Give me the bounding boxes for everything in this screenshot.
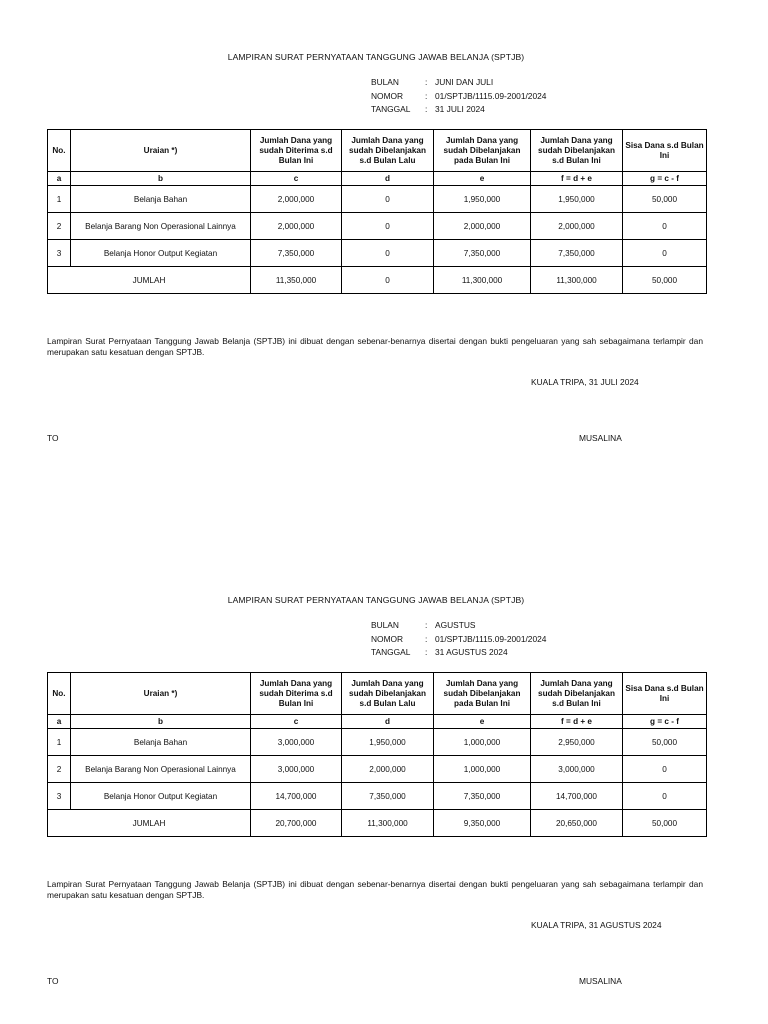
- total-value-g: 50,000: [623, 267, 707, 294]
- header-sisa: Sisa Dana s.d Bulan Ini: [623, 673, 707, 715]
- total-label: JUMLAH: [48, 267, 251, 294]
- meta-colon: :: [425, 620, 428, 630]
- row-value-d: 0: [342, 186, 434, 213]
- row-value-g: 50,000: [623, 186, 707, 213]
- row-value-c: 3,000,000: [251, 729, 342, 756]
- letter-cell: d: [342, 715, 434, 729]
- header-belanja-sd-ini: Jumlah Dana yang sudah Dibelanjakan s.d Bulan Ini: [531, 673, 623, 715]
- row-value-d: 7,350,000: [342, 783, 434, 810]
- total-value-e: 11,300,000: [434, 267, 531, 294]
- row-value-f: 2,950,000: [531, 729, 623, 756]
- total-row: [48, 267, 707, 294]
- statement-note: Lampiran Surat Pernyataan Tanggung Jawab Belanja (SPTJB) ini dibuat dengan sebenar-benarnya disertai dengan bukti pengeluaran yang sah sebagaimana terlampir dan merupakan satu kesatuan dengan SPTJB.: [47, 879, 703, 900]
- place-date: KUALA TRIPA, 31 JULI 2024: [531, 377, 639, 387]
- row-value-c: 2,000,000: [251, 186, 342, 213]
- row-value-g: 50,000: [623, 729, 707, 756]
- meta-label: TANGGAL: [371, 647, 411, 658]
- row-value-c: 3,000,000: [251, 756, 342, 783]
- table-row: [48, 783, 707, 810]
- row-value-e: 2,000,000: [434, 213, 531, 240]
- total-value-c: 20,700,000: [251, 810, 342, 837]
- row-no: 1: [48, 729, 71, 756]
- total-value-d: 0: [342, 267, 434, 294]
- meta-label: NOMOR: [371, 90, 404, 101]
- meta-value: JUNI DAN JULI: [435, 77, 494, 87]
- row-desc: Belanja Bahan: [71, 729, 251, 756]
- row-value-g: 0: [623, 213, 707, 240]
- letter-cell: b: [71, 172, 251, 186]
- letter-cell: e: [434, 715, 531, 729]
- row-no: 3: [48, 240, 71, 267]
- row-value-e: 1,950,000: [434, 186, 531, 213]
- row-value-c: 7,350,000: [251, 240, 342, 267]
- row-value-c: 2,000,000: [251, 213, 342, 240]
- letter-cell: c: [251, 715, 342, 729]
- table-header-row: [48, 130, 707, 172]
- column-letter-row: [48, 172, 707, 186]
- statement-note: Lampiran Surat Pernyataan Tanggung Jawab Belanja (SPTJB) ini dibuat dengan sebenar-benarnya disertai dengan bukti pengeluaran yang sah sebagaimana terlampir dan merupakan satu kesatuan dengan SPTJB.: [47, 336, 703, 357]
- header-no: No.: [48, 673, 71, 715]
- row-no: 2: [48, 213, 71, 240]
- total-value-c: 11,350,000: [251, 267, 342, 294]
- meta-label: BULAN: [371, 620, 399, 630]
- header-no: No.: [48, 130, 71, 172]
- header-belanja-lalu: Jumlah Dana yang sudah Dibelanjakan s.d Bulan Lalu: [342, 673, 434, 715]
- letter-cell: c: [251, 172, 342, 186]
- meta-row-tanggal: [371, 103, 546, 117]
- row-value-e: 7,350,000: [434, 783, 531, 810]
- header-diterima: Jumlah Dana yang sudah Diterima s.d Bulan Ini: [251, 673, 342, 715]
- signatory-left: TO: [47, 976, 59, 986]
- letter-cell: g = c - f: [623, 715, 707, 729]
- document-meta: [371, 76, 546, 117]
- column-letter-row: [48, 715, 707, 729]
- letter-cell: d: [342, 172, 434, 186]
- letter-cell: f = d + e: [531, 715, 623, 729]
- total-value-f: 11,300,000: [531, 267, 623, 294]
- header-sisa: Sisa Dana s.d Bulan Ini: [623, 130, 707, 172]
- meta-colon: :: [425, 104, 428, 115]
- total-value-d: 11,300,000: [342, 810, 434, 837]
- row-value-f: 1,950,000: [531, 186, 623, 213]
- row-value-d: 0: [342, 240, 434, 267]
- table-row: [48, 729, 707, 756]
- table-row: [48, 213, 707, 240]
- meta-label: NOMOR: [371, 633, 404, 644]
- meta-colon: :: [425, 633, 428, 644]
- meta-row-bulan: [371, 76, 546, 90]
- letter-cell: e: [434, 172, 531, 186]
- signatory-left: TO: [47, 433, 59, 443]
- expense-table: [47, 672, 707, 837]
- document-title: LAMPIRAN SURAT PERNYATAAN TANGGUNG JAWAB BELANJA (SPTJB): [227, 52, 525, 62]
- meta-colon: :: [425, 647, 428, 658]
- meta-colon: :: [425, 90, 428, 101]
- letter-cell: g = c - f: [623, 172, 707, 186]
- total-value-f: 20,650,000: [531, 810, 623, 837]
- place-date: KUALA TRIPA, 31 AGUSTUS 2024: [531, 920, 662, 930]
- row-desc: Belanja Bahan: [71, 186, 251, 213]
- meta-value: 01/SPTJB/1115.09-2001/2024: [435, 633, 547, 644]
- row-value-d: 0: [342, 213, 434, 240]
- row-value-g: 0: [623, 756, 707, 783]
- signatory-right: MUSALINA: [579, 433, 622, 443]
- meta-row-nomor: [371, 90, 546, 104]
- header-belanja-sd-ini: Jumlah Dana yang sudah Dibelanjakan s.d Bulan Ini: [531, 130, 623, 172]
- letter-cell: f = d + e: [531, 172, 623, 186]
- row-value-f: 3,000,000: [531, 756, 623, 783]
- meta-value: 31 AGUSTUS 2024: [435, 647, 508, 658]
- letter-cell: a: [48, 172, 71, 186]
- table-row: [48, 186, 707, 213]
- header-belanja-ini: Jumlah Dana yang sudah Dibelanjakan pada Bulan Ini: [434, 130, 531, 172]
- expense-table: [47, 129, 707, 294]
- row-no: 3: [48, 783, 71, 810]
- meta-colon: :: [425, 77, 428, 87]
- letter-cell: a: [48, 715, 71, 729]
- row-value-f: 2,000,000: [531, 213, 623, 240]
- row-value-d: 1,950,000: [342, 729, 434, 756]
- meta-value: AGUSTUS: [435, 620, 476, 630]
- row-value-e: 1,000,000: [434, 756, 531, 783]
- header-uraian: Uraian *): [71, 673, 251, 715]
- total-value-e: 9,350,000: [434, 810, 531, 837]
- header-belanja-ini: Jumlah Dana yang sudah Dibelanjakan pada Bulan Ini: [434, 673, 531, 715]
- meta-label: BULAN: [371, 77, 399, 87]
- total-row: [48, 810, 707, 837]
- row-no: 1: [48, 186, 71, 213]
- row-desc: Belanja Barang Non Operasional Lainnya: [71, 213, 251, 240]
- row-value-g: 0: [623, 783, 707, 810]
- header-uraian: Uraian *): [71, 130, 251, 172]
- row-desc: Belanja Barang Non Operasional Lainnya: [71, 756, 251, 783]
- meta-row-bulan: [371, 619, 546, 633]
- total-value-g: 50,000: [623, 810, 707, 837]
- meta-label: TANGGAL: [371, 104, 411, 115]
- letter-cell: b: [71, 715, 251, 729]
- row-desc: Belanja Honor Output Kegiatan: [71, 783, 251, 810]
- row-value-e: 1,000,000: [434, 729, 531, 756]
- row-value-f: 14,700,000: [531, 783, 623, 810]
- row-no: 2: [48, 756, 71, 783]
- signatory-right: MUSALINA: [579, 976, 622, 986]
- row-value-f: 7,350,000: [531, 240, 623, 267]
- meta-row-nomor: [371, 633, 546, 647]
- header-diterima: Jumlah Dana yang sudah Diterima s.d Bulan Ini: [251, 130, 342, 172]
- table-header-row: [48, 673, 707, 715]
- row-value-e: 7,350,000: [434, 240, 531, 267]
- document-title: LAMPIRAN SURAT PERNYATAAN TANGGUNG JAWAB BELANJA (SPTJB): [227, 595, 525, 605]
- document-meta: [371, 619, 546, 660]
- row-value-d: 2,000,000: [342, 756, 434, 783]
- row-value-g: 0: [623, 240, 707, 267]
- row-value-c: 14,700,000: [251, 783, 342, 810]
- table-row: [48, 240, 707, 267]
- row-desc: Belanja Honor Output Kegiatan: [71, 240, 251, 267]
- meta-value: 31 JULI 2024: [435, 104, 485, 115]
- header-belanja-lalu: Jumlah Dana yang sudah Dibelanjakan s.d Bulan Lalu: [342, 130, 434, 172]
- total-label: JUMLAH: [48, 810, 251, 837]
- meta-row-tanggal: [371, 646, 546, 660]
- meta-value: 01/SPTJB/1115.09-2001/2024: [435, 90, 547, 101]
- table-row: [48, 756, 707, 783]
